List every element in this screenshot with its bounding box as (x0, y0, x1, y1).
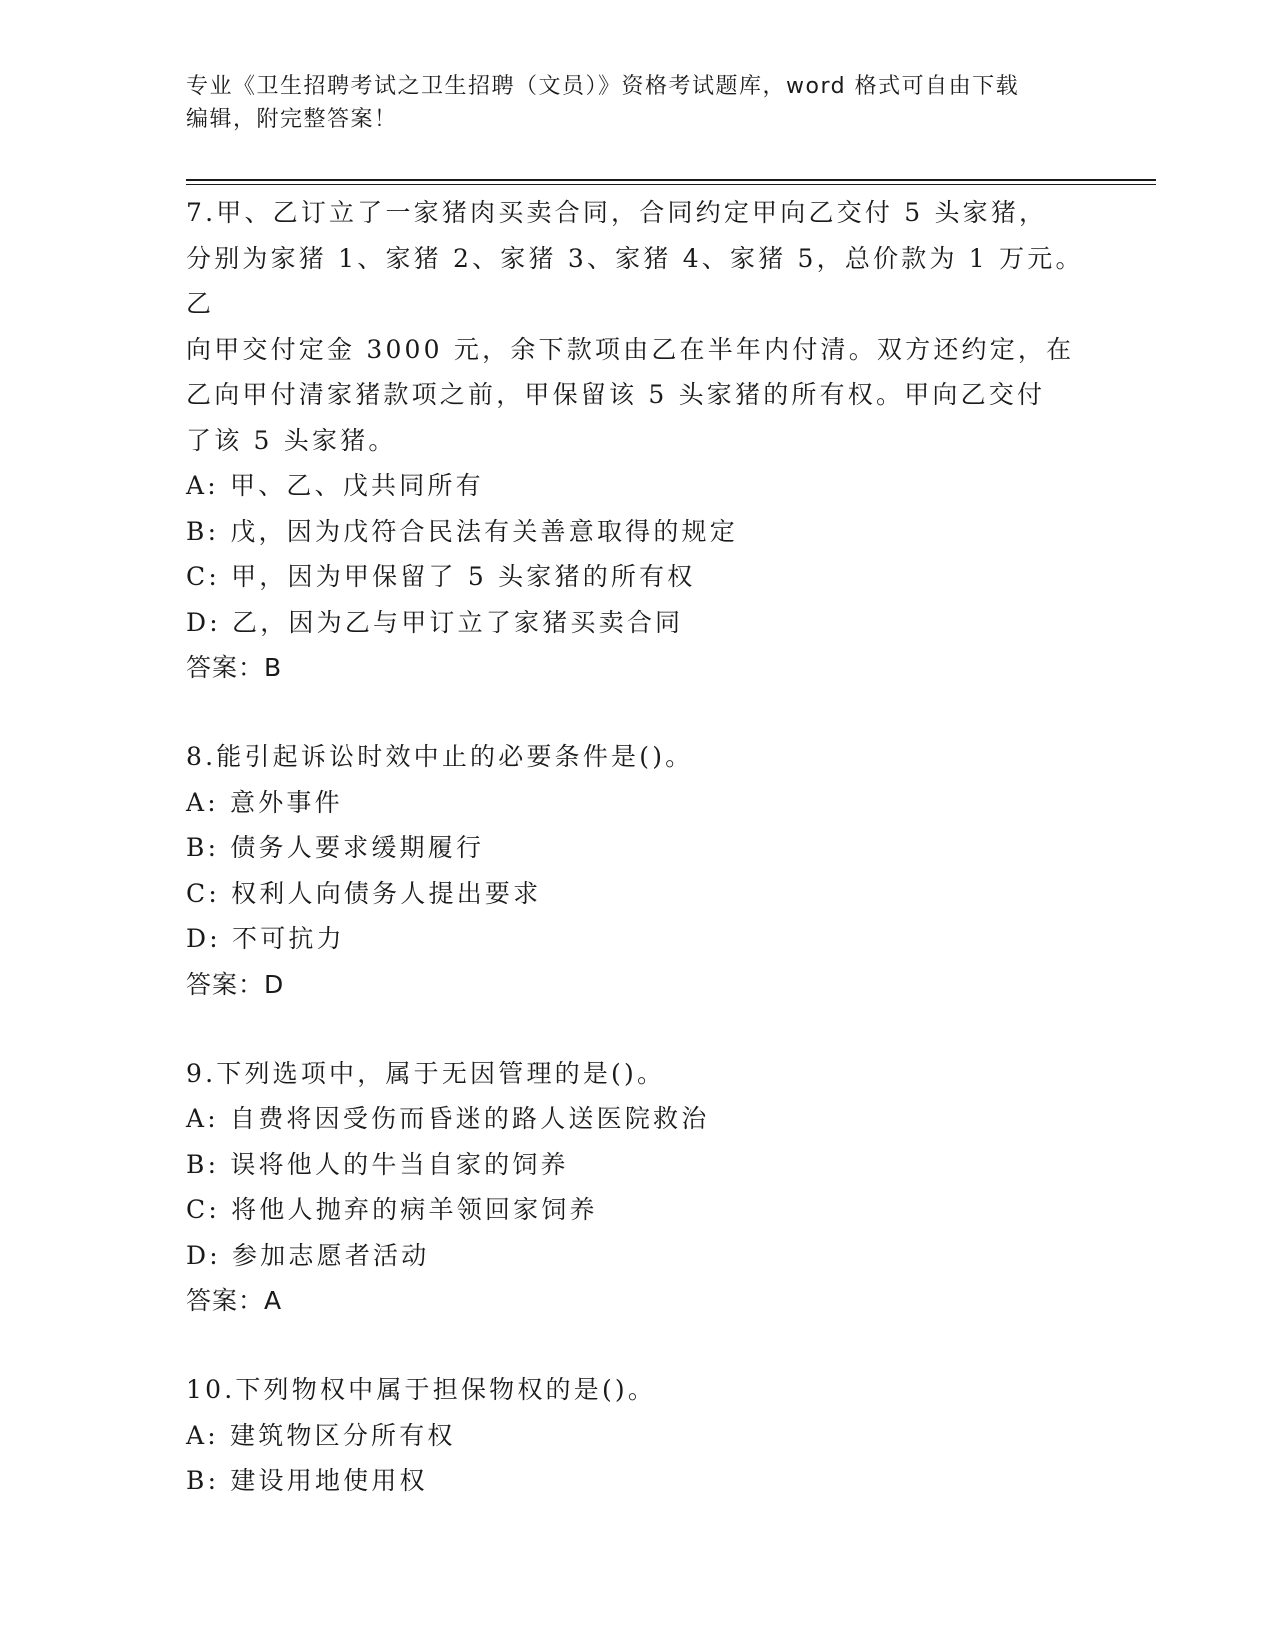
stem-line: 了该 5 头家猪。 (186, 425, 397, 455)
stem-line: 8.能引起诉讼时效中止的必要条件是()。 (186, 742, 694, 771)
question-7 (186, 190, 1086, 691)
answer-line: 答案：D (186, 969, 285, 999)
stem-line: 9.下列选项中，属于无因管理的是()。 (186, 1058, 666, 1088)
question-9 (186, 1051, 1086, 1325)
option-a: A: 意外事件 (186, 787, 343, 817)
question-10 (186, 1367, 1086, 1504)
question-8 (186, 734, 1086, 1008)
option-a: A: 建筑物区分所有权 (186, 1420, 456, 1450)
question-stem (186, 1051, 1086, 1097)
question-spacer (186, 691, 1086, 734)
answer-line: 答案：B (186, 653, 283, 682)
document-header (186, 70, 1086, 136)
question-stem (186, 734, 1086, 780)
option-c: C: 将他人抛弃的病羊领回家饲养 (186, 1195, 598, 1224)
option-c: C: 权利人向债务人提出要求 (186, 878, 542, 908)
header-line-1: 专业《卫生招聘考试之卫生招聘（文员）》资格考试题库，word 格式可自由下载 (186, 74, 1020, 99)
header-divider-thin (186, 184, 1156, 185)
answer-line: 答案：A (186, 1286, 283, 1315)
option-a: A: 自费将因受伤而昏迷的路人送医院救治 (186, 1104, 710, 1133)
stem-line: 7.甲、乙订立了一家猪肉买卖合同，合同约定甲向乙交付 5 头家猪， (186, 198, 1048, 227)
option-d: D: 参加志愿者活动 (186, 1240, 430, 1270)
option-b: B: 债务人要求缓期履行 (186, 833, 485, 862)
stem-line: 乙向甲付清家猪款项之前，甲保留该 5 头家猪的所有权。甲向乙交付 (186, 380, 1046, 409)
question-spacer (186, 1324, 1086, 1367)
option-c: C: 甲，因为甲保留了 5 头家猪的所有权 (186, 562, 696, 591)
question-spacer (186, 1008, 1086, 1051)
option-b: B: 戊，因为戊符合民法有关善意取得的规定 (186, 516, 738, 546)
header-line-2: 编辑，附完整答案！ (186, 107, 398, 132)
option-b: B: 建设用地使用权 (186, 1466, 428, 1495)
question-list (186, 190, 1086, 1504)
question-stem (186, 190, 1086, 463)
stem-line: 分别为家猪 1、家猪 2、家猪 3、家猪 4、家猪 5，总价款为 1 万元。乙 (186, 243, 1084, 318)
question-stem (186, 1367, 1086, 1413)
option-d: D: 乙，因为乙与甲订立了家猪买卖合同 (186, 607, 684, 637)
option-b: B: 误将他人的牛当自家的饲养 (186, 1149, 569, 1179)
option-a: A: 甲、乙、戊共同所有 (186, 471, 484, 500)
option-d: D: 不可抗力 (186, 924, 345, 953)
stem-line: 向甲交付定金 3000 元，余下款项由乙在半年内付清。双方还约定，在 (186, 334, 1075, 364)
stem-line: 10.下列物权中属于担保物权的是()。 (186, 1375, 657, 1404)
header-divider-thick (186, 179, 1156, 181)
